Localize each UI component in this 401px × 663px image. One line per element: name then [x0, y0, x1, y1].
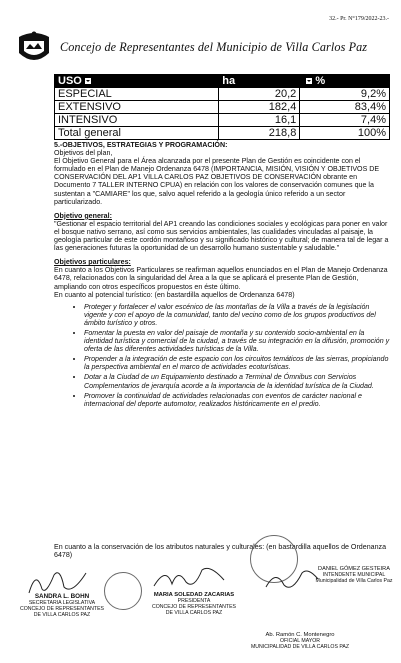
list-item: • Propender a la integración de este espacio con los circuitos temáticos de las sierras, propiciando la perspectiva ambiental en el marco de actividades ecoturísticas. — [84, 355, 390, 371]
table-cell: 182,4 — [219, 101, 300, 114]
subheading-general-objective: Objetivo general: — [54, 211, 112, 220]
table-cell: 100% — [300, 127, 390, 140]
table-row — [55, 127, 390, 140]
signature-block-right-top: DANIEL GÓMEZ GESTEIRA INTENDENTE MUNICIPAL Municipalidad de Villa Carlos Paz — [315, 566, 393, 584]
page-number: 32.- Pr. N°179/2022-23.- — [329, 16, 389, 22]
table-header-cell: % — [300, 75, 390, 88]
land-use-table — [54, 74, 390, 140]
table-cell: INTENSIVO — [55, 114, 219, 127]
table-cell: 20,2 — [219, 88, 300, 101]
section-heading: 5.-OBJETIVOS, ESTRATEGIAS Y PROGRAMACIÓN: — [54, 141, 228, 149]
paragraph: En cuanto al potencial turístico: (en bastardilla aquellos de Ordenanza 6478) — [54, 290, 295, 299]
signature-block-right-bottom: Ab. Ramón C. Montenegro OFICIAL MAYOR MUNICIPALIDAD DE VILLA CARLOS PAZ — [250, 632, 350, 650]
table-row — [55, 114, 390, 127]
header-title: Concejo de Representantes del Municipio de Villa Carlos Paz — [60, 40, 368, 54]
paragraph: El Objetivo General para el Área alcanzada por el presente Plan de Gestión es coincidente con el formulado en el Plan de Manejo Ordenanza 6478 (IMPORTANCIA, MISIÓN, VISIÓN Y OBJETIVOS DE CONSERVACIÓN DEL AP1 VILLA CARLOS PAZ OBJETIVOS DE CONSERVACIÓN obrante en Documento 7 TALLER INTERNO CPUA) en relación con los valores de conservación comunes que la sustentan a "CAMIARE" los que, salvo aquel referido a la geología único referido a un sector particularizado. — [54, 157, 380, 206]
table-header-cell: ha — [219, 75, 300, 88]
table-row — [55, 88, 390, 101]
table-header-row — [55, 75, 390, 88]
list-item: • Proteger y fortalecer el valor escénico de las montañas de la Villa a través de la legislación vigente y con el apoyo de la comunidad, tanto del vecino como de los grupos productivos del ámbito turístico y otros. — [84, 303, 390, 327]
table-row — [55, 101, 390, 114]
filter-dropdown-icon — [85, 78, 91, 84]
table-cell: EXTENSIVO — [55, 101, 219, 114]
municipal-seal-icon — [16, 29, 52, 67]
list-item: • Dotar a la Ciudad de un Equipamiento destinado a Terminal de Ómnibus con Servicios Complementarios de jerarquía acorde a la importancia de la identidad turística de la Ciudad. — [84, 373, 390, 389]
table-cell: 9,2% — [300, 88, 390, 101]
subheading-particular-objectives: Objetivos particulares: — [54, 258, 131, 267]
signature-block-left: SANDRA L. BOHN SECRETARIA LEGISLATIVA CONCEJO DE REPRESENTANTES DE VILLA CARLOS PAZ — [19, 593, 105, 618]
table-cell: ESPECIAL — [55, 88, 219, 101]
list-item: • Promover la continuidad de actividades relacionadas con eventos de carácter nacional e internacional del deporte automotor, realizados históricamente en el predio. — [84, 392, 390, 408]
table-cell: Total general — [55, 127, 219, 140]
paragraph: En cuanto a los Objetivos Particulares se reafirman aquellos enunciados en el Plan de Manejo Ordenanza 6478, relacionados con la singularidad del Área a la que se aplicará el presente Plan de Gestión, ampliando con otros específicos propuestos en éste último. — [54, 266, 388, 291]
table-cell: 218,8 — [219, 127, 300, 140]
document-body — [54, 141, 390, 410]
signature-block-center: MARIA SOLEDAD ZACARIAS PRESIDENTA CONCEJO DE REPRESENTANTES DE VILLA CARLOS PAZ — [151, 592, 237, 616]
paragraph: "Gestionar el espacio territorial del AP1 creando las condiciones sociales y ecológicas para poner en valor el bosque nativo serrano, así como sus servicios ambientales, las cualidades vinculadas al paisaje, la geología particular de este cordón montañoso y su significado histórico y cultural; de manera tal de legar a las generaciones futuras la oportunidad de un desarrollo humano sustentable y saludable." — [54, 219, 389, 253]
filter-dropdown-icon — [306, 78, 312, 84]
paragraph: En cuanto a la conservación de los atributos naturales y culturales: (en bastardilla aquellos de Ordenanza 6478) — [54, 543, 387, 560]
official-stamp — [104, 572, 142, 610]
table-header-cell: USO — [55, 75, 219, 88]
table-cell: 7,4% — [300, 114, 390, 127]
handwritten-signature-center — [150, 560, 230, 594]
table-cell: 83,4% — [300, 101, 390, 114]
paragraph: Objetivos del plan, — [54, 149, 113, 158]
list-item: • Fomentar la puesta en valor del paisaje de montaña y su contenido socio-ambiental en la identidad turística y comercial de la ciudad, a través de su integración en la difusión, promoción y oferta de las diferentes actividades turísticas de la Villa. — [84, 329, 390, 353]
bullet-list — [54, 303, 390, 408]
table-cell: 16,1 — [219, 114, 300, 127]
